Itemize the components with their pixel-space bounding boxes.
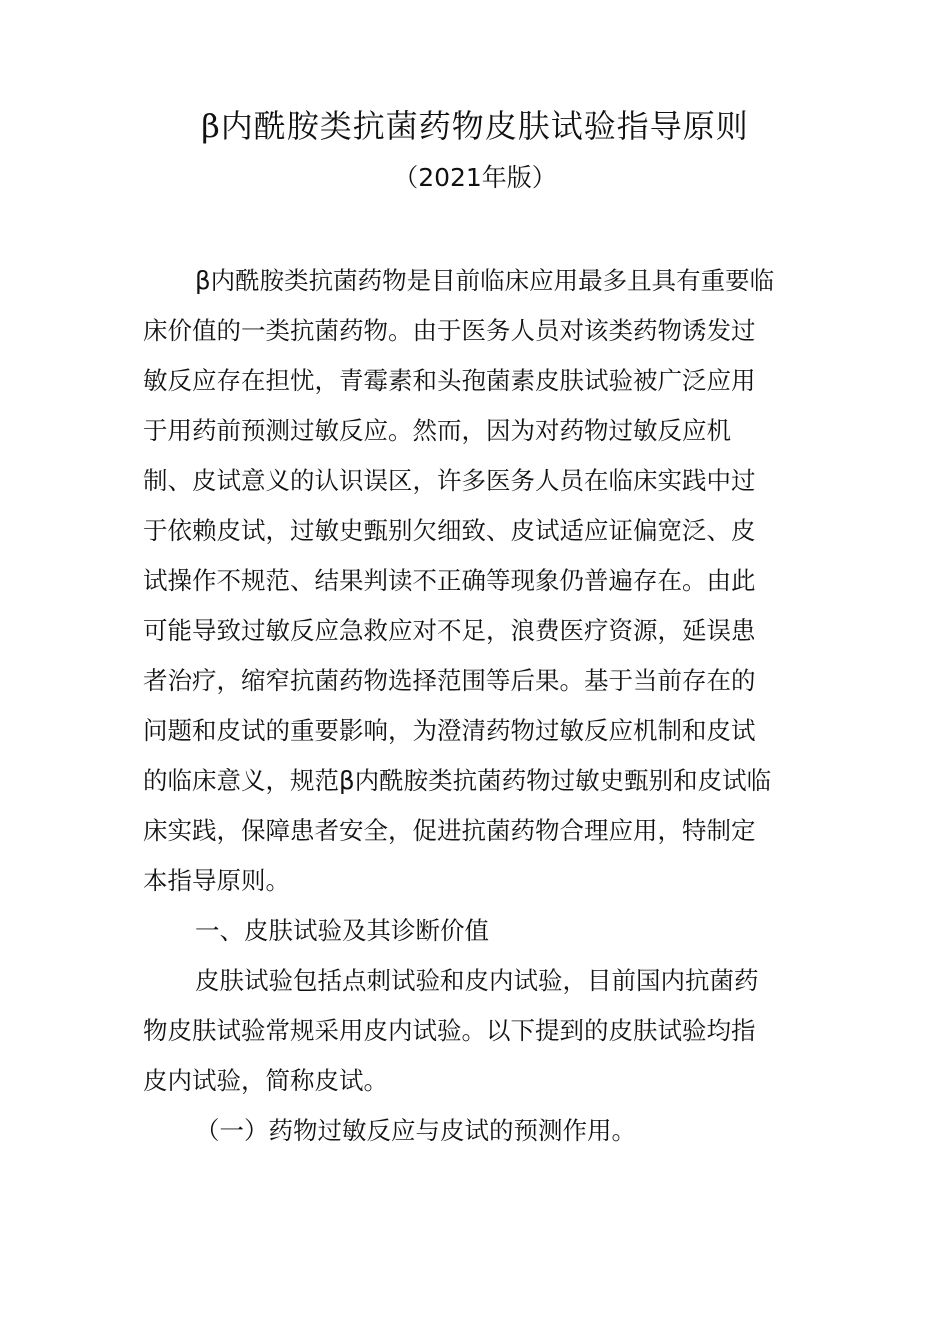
paragraph-line: 可能导致过敏反应急救应对不足，浪费医疗资源，延误患 [143, 616, 756, 645]
paragraph-line: 者治疗，缩窄抗菌药物选择范围等后果。基于当前存在的 [143, 666, 756, 695]
subsection-heading: （一）药物过敏反应与皮试的预测作用。 [195, 1116, 636, 1145]
paragraph-line: 试操作不规范、结果判读不正确等现象仍普遍存在。由此 [143, 566, 756, 595]
paragraph-skin-test [143, 956, 823, 1106]
paragraph-line: β内酰胺类抗菌药物是目前临床应用最多且具有重要临 [195, 266, 775, 295]
document-body [143, 256, 823, 1156]
paragraph-line: 本指导原则。 [143, 866, 290, 895]
paragraph-intro [143, 256, 823, 906]
paragraph-line: 制、皮试意义的认识误区，许多医务人员在临床实践中过 [143, 466, 756, 495]
paragraph-line: 皮内试验，简称皮试。 [143, 1066, 388, 1095]
paragraph-line: 物皮肤试验常规采用皮内试验。以下提到的皮肤试验均指 [143, 1016, 756, 1045]
paragraph-line: 床价值的一类抗菌药物。由于医务人员对该类药物诱发过 [143, 316, 756, 345]
paragraph-line: 于依赖皮试，过敏史甄别欠细致、皮试适应证偏宽泛、皮 [143, 516, 756, 545]
document-subtitle: （2021年版） [393, 163, 557, 192]
paragraph-line: 于用药前预测过敏反应。然而，因为对药物过敏反应机 [143, 416, 731, 445]
paragraph-line: 问题和皮试的重要影响，为澄清药物过敏反应机制和皮试 [143, 716, 756, 745]
document-title: β内酰胺类抗菌药物皮肤试验指导原则 [201, 107, 749, 145]
paragraph-line: 敏反应存在担忧，青霉素和头孢菌素皮肤试验被广泛应用 [143, 366, 756, 395]
paragraph-line: 皮肤试验包括点刺试验和皮内试验，目前国内抗菌药 [195, 966, 759, 995]
paragraph-line: 床实践，保障患者安全，促进抗菌药物合理应用，特制定 [143, 816, 756, 845]
section-heading: 一、皮肤试验及其诊断价值 [195, 916, 489, 945]
paragraph-line: 的临床意义，规范β内酰胺类抗菌药物过敏史甄别和皮试临 [143, 766, 772, 795]
